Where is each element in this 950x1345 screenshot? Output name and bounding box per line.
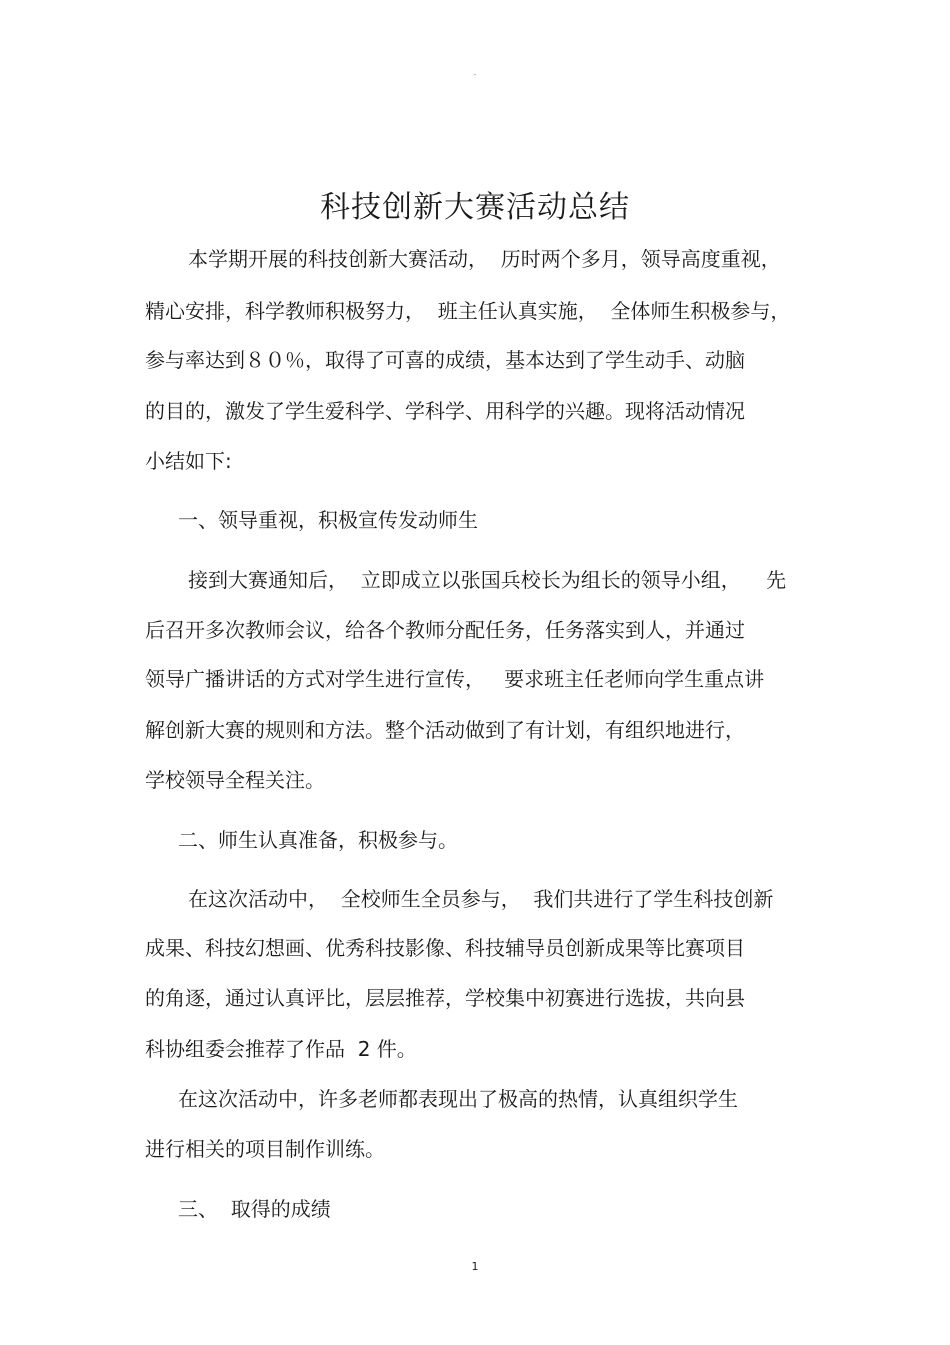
section2-line: 成果、科技幻想画、优秀科技影像、科技辅导员创新成果等比赛项目: [145, 936, 745, 960]
page-number: 1: [471, 1260, 479, 1273]
intro-line: 的目的，激发了学生爱科学、学科学、用科学的兴趣。现将活动情况: [145, 399, 745, 423]
section-heading: 二、师生认真准备，积极参与。: [178, 828, 458, 852]
intro-line: 小结如下:: [145, 449, 232, 473]
intro-line: 精心安排，科学教师积极努力， 班主任认真实施， 全体师生积极参与，: [145, 299, 791, 323]
intro-line: 参与率达到８０％，取得了可喜的成绩，基本达到了学生动手、动脑: [145, 348, 745, 372]
header-mark: -: [473, 70, 477, 79]
section1-line: 学校领导全程关注。: [145, 768, 325, 792]
section1-line: 解创新大赛的规则和方法。整个活动做到了有计划，有组织地进行，: [145, 718, 745, 742]
section2-line: 在这次活动中， 全校师生全员参与， 我们共进行了学生科技创新: [188, 887, 774, 911]
section2-para2-line: 在这次活动中，许多老师都表现出了极高的热情，认真组织学生: [178, 1087, 738, 1111]
section1-line: 领导广播讲话的方式对学生进行宣传， 要求班主任老师向学生重点讲: [145, 667, 765, 691]
intro-line: 本学期开展的科技创新大赛活动， 历时两个多月，领导高度重视，: [188, 247, 781, 271]
section-heading: 一、领导重视，积极宣传发动师生: [178, 508, 478, 532]
section1-line: 后召开多次教师会议，给各个教师分配任务，任务落实到人，并通过: [145, 618, 745, 642]
section1-line: 接到大赛通知后， 立即成立以张国兵校长为组长的领导小组， 先: [188, 568, 787, 592]
section-heading: 三、 取得的成绩: [178, 1197, 331, 1221]
section2-line: 的角逐，通过认真评比，层层推荐，学校集中初赛进行选拔，共向县: [145, 986, 745, 1010]
section2-line: 科协组委会推荐了作品 2 件。: [145, 1037, 417, 1061]
document-title: 科技创新大赛活动总结: [320, 190, 630, 225]
section2-para2-line: 进行相关的项目制作训练。: [145, 1137, 385, 1161]
